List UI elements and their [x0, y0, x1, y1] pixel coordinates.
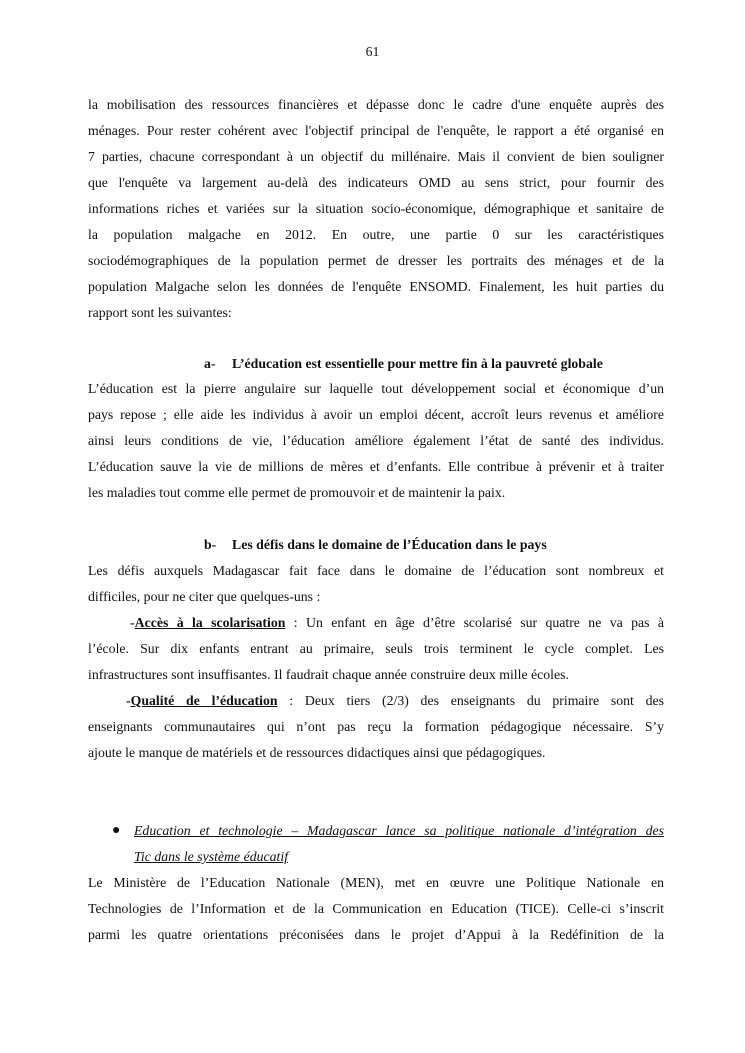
acces-first-line: [88, 610, 664, 636]
section-b-heading: [204, 537, 547, 553]
section-b-label: b-: [204, 537, 217, 552]
section-a-paragraph: [88, 376, 664, 506]
text-line: l’école. Sur dix enfants entrant au primaire, seuls trois terminent le cycle complet. Les: [88, 641, 664, 656]
text-line: ainsi leurs conditions de vie, l’éducation améliore également l’état de santé des individus.: [88, 433, 664, 448]
text-line: parmi les quatre orientations préconisées dans le projet d’Appui à la Redéfinition de la: [88, 927, 664, 942]
section-a-title: L’éducation est essentielle pour mettre fin à la pauvreté globale: [232, 356, 603, 371]
text-line: Technologies de l’Information et de la Communication en Education (TICE). Celle-ci s’inscrit: [88, 901, 664, 916]
text-line: difficiles, pour ne citer que quelques-uns :: [88, 589, 321, 604]
acces-text: : Un enfant en âge d’être scolarisé sur quatre ne va pas à: [285, 615, 664, 630]
text-line: sociodémographiques de la population permet de dresser les portraits des ménages et de la: [88, 253, 664, 268]
qualite-term: Qualité de l’éducation: [130, 693, 278, 708]
text-line: la mobilisation des ressources financières et dépasse donc le cadre d'une enquête auprès des: [88, 97, 664, 112]
text-line: Le Ministère de l’Education Nationale (MEN), met en œuvre une Politique Nationale en: [88, 875, 664, 890]
text-line: les maladies tout comme elle permet de promouvoir et de maintenir la paix.: [88, 485, 506, 500]
qualite-text: : Deux tiers (2/3) des enseignants du primaire sont des: [277, 693, 664, 708]
text-line: rapport sont les suivantes:: [88, 305, 232, 320]
bullet-title: [134, 818, 664, 870]
section-a-label: a-: [204, 356, 216, 371]
intro-paragraph: [88, 92, 664, 326]
bullet-icon: ●: [112, 823, 121, 838]
section-b-title: Les défis dans le domaine de l’Éducation dans le pays: [232, 537, 547, 552]
bullet-title-line: Education et technologie – Madagascar lance sa politique nationale d’intégration des: [134, 823, 664, 838]
text-line: 7 parties, chacune correspondant à un objectif du millénaire. Mais il convient de bien souligner: [88, 149, 664, 164]
bullet-title-line-2: Tic dans le système éducatif: [134, 849, 289, 864]
text-line: population Malgache selon les données de l'enquête ENSOMD. Finalement, les huit parties du: [88, 279, 664, 294]
text-line: ajoute le manque de matériels et de ressources didactiques ainsi que pédagogiques.: [88, 745, 546, 760]
section-b-paragraph: [88, 558, 664, 766]
acces-term: Accès à la scolarisation: [134, 615, 286, 630]
text-line: L’éducation est la pierre angulaire sur laquelle tout développement social et économique d’un: [88, 381, 664, 396]
text-line: L’éducation sauve la vie de millions de mères et d’enfants. Elle contribue à prévenir et à traiter: [88, 459, 664, 474]
text-line: ménages. Pour rester cohérent avec l'objectif principal de l'enquête, le rapport a été organisé en: [88, 123, 664, 138]
qualite-first-line: [88, 688, 664, 714]
text-line: enseignants communautaires qui n’ont pas reçu la formation pédagogique nécessaire. S’y: [88, 719, 664, 734]
text-line: que l'enquête va largement au-delà des indicateurs OMD au sens strict, pour fournir des: [88, 175, 664, 190]
text-line: informations riches et variées sur la situation socio-économique, démographique et sanitaire de: [88, 201, 664, 216]
text-line: la population malgache en 2012. En outre, une partie 0 sur les caractéristiques: [88, 227, 664, 242]
acces-dash: -: [130, 615, 135, 630]
text-line: pays repose ; elle aide les individus à avoir un emploi décent, accroît leurs revenus et améliore: [88, 407, 664, 422]
page-number: 61: [365, 44, 380, 59]
bullet-paragraph: [88, 870, 664, 948]
qualite-dash: -: [126, 693, 131, 708]
section-a-heading: [204, 356, 603, 372]
text-line: infrastructures sont insuffisantes. Il faudrait chaque année construire deux mille écoles.: [88, 667, 569, 682]
text-line: Les défis auxquels Madagascar fait face dans le domaine de l’éducation sont nombreux et: [88, 563, 664, 578]
